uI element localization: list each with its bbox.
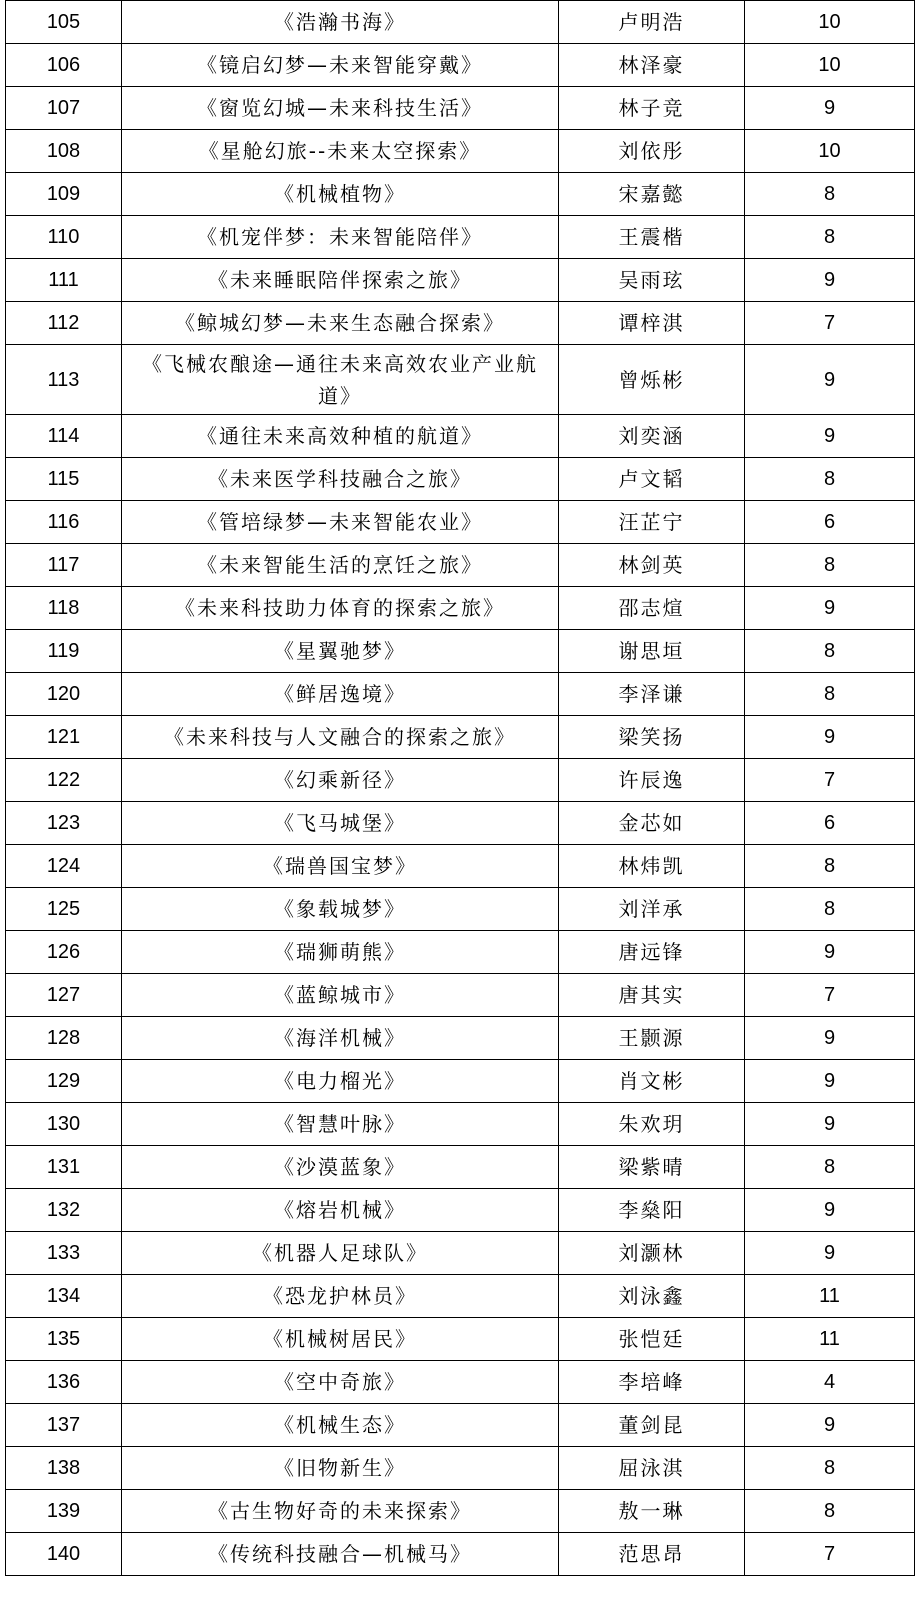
entry-number-cell: 130 — [6, 1103, 122, 1146]
work-title-cell: 《管培绿梦—未来智能农业》 — [122, 501, 559, 544]
work-title-cell: 《海洋机械》 — [122, 1017, 559, 1060]
table-row — [6, 1017, 915, 1060]
author-name-cell: 范思昂 — [559, 1533, 745, 1576]
entry-number-cell: 133 — [6, 1232, 122, 1275]
table-row — [6, 44, 915, 87]
work-title-cell: 《机械树居民》 — [122, 1318, 559, 1361]
roster-body — [6, 1, 915, 1576]
author-name-cell: 许辰逸 — [559, 759, 745, 802]
author-name-cell: 林泽豪 — [559, 44, 745, 87]
score-cell: 9 — [745, 415, 915, 458]
author-name-cell: 林子竞 — [559, 87, 745, 130]
entry-number-cell: 134 — [6, 1275, 122, 1318]
table-row — [6, 544, 915, 587]
author-name-cell: 林炜凯 — [559, 845, 745, 888]
score-cell: 8 — [745, 1146, 915, 1189]
work-title-cell: 《传统科技融合—机械马》 — [122, 1533, 559, 1576]
entry-number-cell: 116 — [6, 501, 122, 544]
work-title-cell: 《恐龙护林员》 — [122, 1275, 559, 1318]
table-row — [6, 1189, 915, 1232]
work-title-cell: 《未来科技与人文融合的探索之旅》 — [122, 716, 559, 759]
entry-number-cell: 110 — [6, 216, 122, 259]
table-row — [6, 130, 915, 173]
work-title-cell: 《飞马城堡》 — [122, 802, 559, 845]
table-row — [6, 802, 915, 845]
work-title-cell: 《未来智能生活的烹饪之旅》 — [122, 544, 559, 587]
table-row — [6, 345, 915, 415]
author-name-cell: 王颢源 — [559, 1017, 745, 1060]
entry-number-cell: 132 — [6, 1189, 122, 1232]
score-cell: 8 — [745, 1447, 915, 1490]
author-name-cell: 谢思垣 — [559, 630, 745, 673]
table-row — [6, 415, 915, 458]
entry-number-cell: 122 — [6, 759, 122, 802]
work-title-cell: 《旧物新生》 — [122, 1447, 559, 1490]
table-row — [6, 845, 915, 888]
table-row — [6, 458, 915, 501]
author-name-cell: 刘依彤 — [559, 130, 745, 173]
work-title-cell: 《机器人足球队》 — [122, 1232, 559, 1275]
author-name-cell: 刘灏林 — [559, 1232, 745, 1275]
table-row — [6, 1232, 915, 1275]
table-row — [6, 1318, 915, 1361]
entry-number-cell: 107 — [6, 87, 122, 130]
score-cell: 7 — [745, 302, 915, 345]
work-title-cell: 《沙漠蓝象》 — [122, 1146, 559, 1189]
score-cell: 10 — [745, 130, 915, 173]
work-title-cell: 《星翼驰梦》 — [122, 630, 559, 673]
entry-number-cell: 119 — [6, 630, 122, 673]
entry-number-cell: 129 — [6, 1060, 122, 1103]
table-row — [6, 673, 915, 716]
work-title-cell: 《未来睡眠陪伴探索之旅》 — [122, 259, 559, 302]
work-title-cell: 《鲸城幻梦—未来生态融合探索》 — [122, 302, 559, 345]
work-title-cell: 《智慧叶脉》 — [122, 1103, 559, 1146]
work-title-cell: 《幻乘新径》 — [122, 759, 559, 802]
author-name-cell: 王震楷 — [559, 216, 745, 259]
score-cell: 6 — [745, 501, 915, 544]
entry-number-cell: 108 — [6, 130, 122, 173]
entry-number-cell: 117 — [6, 544, 122, 587]
author-name-cell: 董剑昆 — [559, 1404, 745, 1447]
work-title-cell: 《古生物好奇的未来探索》 — [122, 1490, 559, 1533]
entry-number-cell: 105 — [6, 1, 122, 44]
entry-number-cell: 137 — [6, 1404, 122, 1447]
score-cell: 11 — [745, 1275, 915, 1318]
author-name-cell: 金芯如 — [559, 802, 745, 845]
work-title-cell: 《电力榴光》 — [122, 1060, 559, 1103]
entry-number-cell: 128 — [6, 1017, 122, 1060]
entry-number-cell: 111 — [6, 259, 122, 302]
table-row — [6, 630, 915, 673]
score-cell: 11 — [745, 1318, 915, 1361]
score-cell: 8 — [745, 216, 915, 259]
score-cell: 9 — [745, 259, 915, 302]
entry-number-cell: 124 — [6, 845, 122, 888]
work-title-cell: 《未来科技助力体育的探索之旅》 — [122, 587, 559, 630]
score-cell: 8 — [745, 888, 915, 931]
table-row — [6, 1447, 915, 1490]
roster-table — [5, 0, 915, 1576]
author-name-cell: 朱欢玥 — [559, 1103, 745, 1146]
score-cell: 9 — [745, 716, 915, 759]
score-cell: 8 — [745, 544, 915, 587]
work-title-cell: 《蓝鲸城市》 — [122, 974, 559, 1017]
entry-number-cell: 121 — [6, 716, 122, 759]
table-row — [6, 1361, 915, 1404]
author-name-cell: 谭梓淇 — [559, 302, 745, 345]
author-name-cell: 李培峰 — [559, 1361, 745, 1404]
author-name-cell: 李泽谦 — [559, 673, 745, 716]
score-cell: 7 — [745, 1533, 915, 1576]
table-row — [6, 1533, 915, 1576]
score-cell: 8 — [745, 630, 915, 673]
entry-number-cell: 126 — [6, 931, 122, 974]
entry-number-cell: 127 — [6, 974, 122, 1017]
score-cell: 9 — [745, 1017, 915, 1060]
work-title-cell: 《窗览幻城—未来科技生活》 — [122, 87, 559, 130]
entry-number-cell: 113 — [6, 345, 122, 415]
work-title-cell: 《瑞狮萌熊》 — [122, 931, 559, 974]
entry-number-cell: 136 — [6, 1361, 122, 1404]
work-title-cell: 《鲜居逸境》 — [122, 673, 559, 716]
table-row — [6, 1, 915, 44]
author-name-cell: 汪芷宁 — [559, 501, 745, 544]
score-cell: 8 — [745, 458, 915, 501]
table-row — [6, 931, 915, 974]
author-name-cell: 唐其实 — [559, 974, 745, 1017]
table-row — [6, 87, 915, 130]
work-title-cell: 《浩瀚书海》 — [122, 1, 559, 44]
work-title-cell: 《熔岩机械》 — [122, 1189, 559, 1232]
table-row — [6, 1103, 915, 1146]
table-row — [6, 888, 915, 931]
score-cell: 9 — [745, 1232, 915, 1275]
author-name-cell: 林剑英 — [559, 544, 745, 587]
entry-number-cell: 106 — [6, 44, 122, 87]
work-title-cell: 《空中奇旅》 — [122, 1361, 559, 1404]
entry-number-cell: 109 — [6, 173, 122, 216]
score-cell: 9 — [745, 587, 915, 630]
work-title-cell: 《镜启幻梦—未来智能穿戴》 — [122, 44, 559, 87]
table-row — [6, 974, 915, 1017]
score-cell: 8 — [745, 173, 915, 216]
score-cell: 9 — [745, 1404, 915, 1447]
author-name-cell: 刘洋承 — [559, 888, 745, 931]
table-row — [6, 173, 915, 216]
author-name-cell: 卢明浩 — [559, 1, 745, 44]
author-name-cell: 李燊阳 — [559, 1189, 745, 1232]
work-title-cell: 《未来医学科技融合之旅》 — [122, 458, 559, 501]
author-name-cell: 唐远锋 — [559, 931, 745, 974]
table-row — [6, 1275, 915, 1318]
entry-number-cell: 140 — [6, 1533, 122, 1576]
author-name-cell: 梁笑扬 — [559, 716, 745, 759]
entry-number-cell: 125 — [6, 888, 122, 931]
entry-number-cell: 112 — [6, 302, 122, 345]
score-cell: 9 — [745, 345, 915, 415]
entry-number-cell: 135 — [6, 1318, 122, 1361]
table-row — [6, 716, 915, 759]
score-cell: 9 — [745, 1060, 915, 1103]
entry-number-cell: 123 — [6, 802, 122, 845]
score-cell: 9 — [745, 1189, 915, 1232]
entry-number-cell: 118 — [6, 587, 122, 630]
work-title-cell: 《飞械农酿途—通往未来高效农业产业航道》 — [122, 345, 559, 415]
table-row — [6, 587, 915, 630]
score-cell: 10 — [745, 1, 915, 44]
work-title-cell: 《机宠伴梦：未来智能陪伴》 — [122, 216, 559, 259]
entry-number-cell: 114 — [6, 415, 122, 458]
score-cell: 10 — [745, 44, 915, 87]
score-cell: 9 — [745, 931, 915, 974]
table-row — [6, 259, 915, 302]
entry-number-cell: 138 — [6, 1447, 122, 1490]
score-cell: 6 — [745, 802, 915, 845]
table-row — [6, 302, 915, 345]
work-title-cell: 《象载城梦》 — [122, 888, 559, 931]
work-title-cell: 《星舱幻旅--未来太空探索》 — [122, 130, 559, 173]
table-row — [6, 1490, 915, 1533]
author-name-cell: 梁紫晴 — [559, 1146, 745, 1189]
entry-number-cell: 115 — [6, 458, 122, 501]
table-row — [6, 1060, 915, 1103]
author-name-cell: 卢文韬 — [559, 458, 745, 501]
author-name-cell: 吴雨玹 — [559, 259, 745, 302]
entry-number-cell: 139 — [6, 1490, 122, 1533]
author-name-cell: 张恺廷 — [559, 1318, 745, 1361]
table-row — [6, 1146, 915, 1189]
table-row — [6, 1404, 915, 1447]
table-row — [6, 501, 915, 544]
score-cell: 4 — [745, 1361, 915, 1404]
author-name-cell: 屈泳淇 — [559, 1447, 745, 1490]
author-name-cell: 刘泳鑫 — [559, 1275, 745, 1318]
author-name-cell: 敖一琳 — [559, 1490, 745, 1533]
author-name-cell: 刘奕涵 — [559, 415, 745, 458]
work-title-cell: 《机械植物》 — [122, 173, 559, 216]
score-cell: 8 — [745, 1490, 915, 1533]
table-row — [6, 216, 915, 259]
author-name-cell: 曾烁彬 — [559, 345, 745, 415]
score-cell: 8 — [745, 673, 915, 716]
work-title-cell: 《机械生态》 — [122, 1404, 559, 1447]
author-name-cell: 宋嘉懿 — [559, 173, 745, 216]
score-cell: 9 — [745, 1103, 915, 1146]
work-title-cell: 《瑞兽国宝梦》 — [122, 845, 559, 888]
score-cell: 7 — [745, 759, 915, 802]
work-title-cell: 《通往未来高效种植的航道》 — [122, 415, 559, 458]
entry-number-cell: 131 — [6, 1146, 122, 1189]
table-row — [6, 759, 915, 802]
score-cell: 9 — [745, 87, 915, 130]
author-name-cell: 肖文彬 — [559, 1060, 745, 1103]
score-cell: 8 — [745, 845, 915, 888]
author-name-cell: 邵志煊 — [559, 587, 745, 630]
score-cell: 7 — [745, 974, 915, 1017]
entry-number-cell: 120 — [6, 673, 122, 716]
